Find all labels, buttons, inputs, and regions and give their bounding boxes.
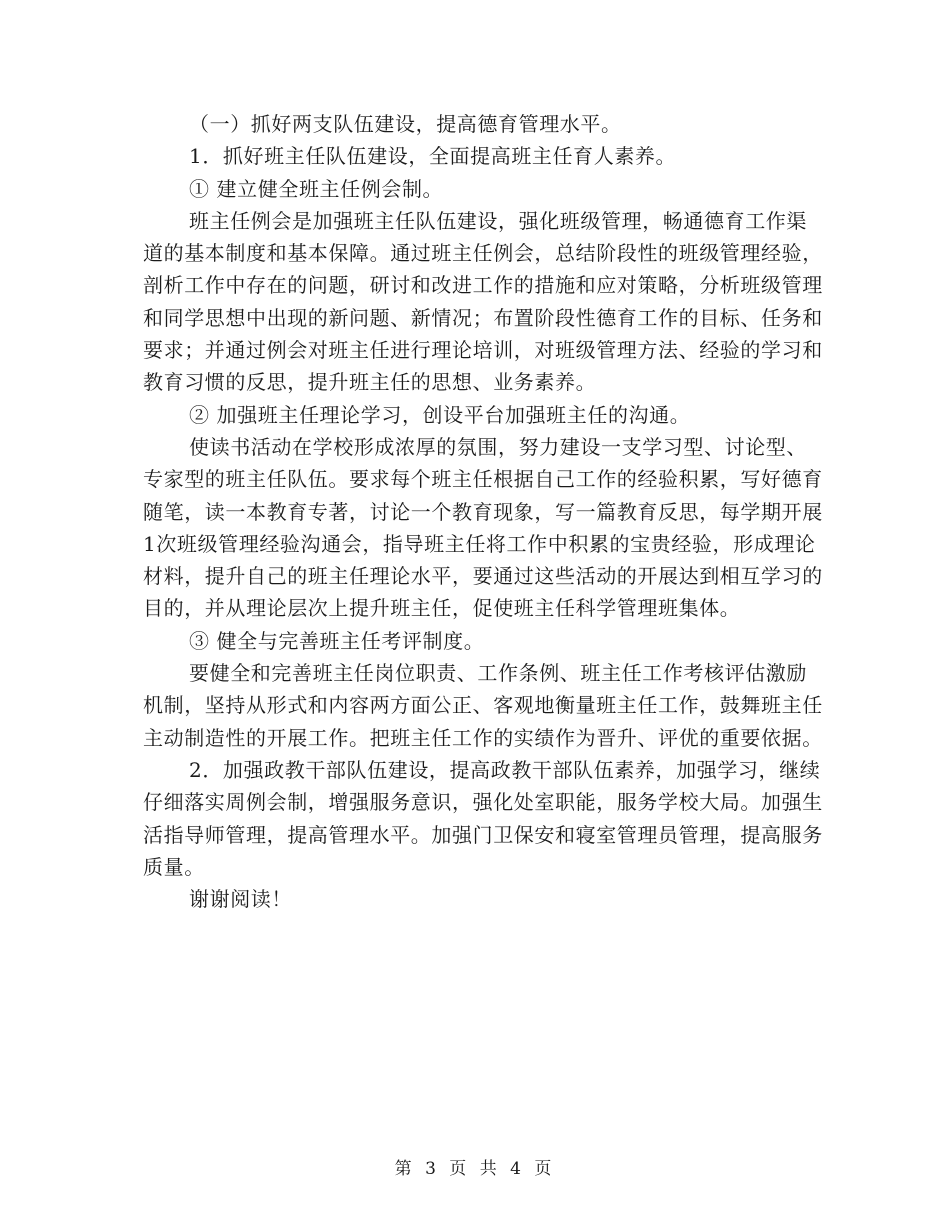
subsection-heading-1: 1．抓好班主任队伍建设，全面提高班主任育人素养。 (189, 144, 677, 169)
item-heading-2: ② 加强班主任理论学习，创设平台加强班主任的沟通。 (189, 402, 691, 427)
page-footer: 第 3 页 共 4 页 (394, 1159, 556, 1179)
item-heading-1: ① 建立健全班主任例会制。 (189, 176, 444, 201)
item-heading-3: ③ 健全与完善班主任考评制度。 (189, 628, 485, 653)
body-paragraph-2: 使读书活动在学校形成浓厚的氛围，努力建设一支学习型、讨论型、专家型的班主任队伍。要求每个班主任根据自己工作的经验积累，写好德育随笔，读一本教育专著，讨论一个教育现象，写一篇教育反思，每学期开展1次班级管理经验沟通会，指导班主任将工作中积累的宝贵经验，形成理论材料，提升自己的班主任理论水平，要通过这些活动的开展达到相互学习的目的，并从理论层次上提升班主任，促使班主任科学管理班集体。 (143, 434, 823, 621)
subsection-paragraph-2: 2．加强政教干部队伍建设，提高政教干部队伍素养，加强学习，继续仔细落实周例会制，增强服务意识，强化处室职能，服务学校大局。加强生活指导师管理，提高管理水平。加强门卫保安和寝室管理员管理，提高服务质量。 (143, 757, 823, 879)
body-paragraph-1: 班主任例会是加强班主任队伍建设，强化班级管理，畅通德育工作渠道的基本制度和基本保障。通过班主任例会，总结阶段性的班级管理经验，剖析工作中存在的问题，研讨和改进工作的措施和应对策略，分析班级管理和同学思想中出现的新问题、新情况；布置阶段性德育工作的目标、任务和要求；并通过例会对班主任进行理论培训，对班级管理方法、经验的学习和教育习惯的反思，提升班主任的思想、业务素养。 (143, 208, 823, 395)
closing-line: 谢谢阅读！ (189, 887, 292, 912)
body-paragraph-3: 要健全和完善班主任岗位职责、工作条例、班主任工作考核评估激励机制，坚持从形式和内容两方面公正、客观地衡量班主任工作，鼓舞班主任主动制造性的开展工作。把班主任工作的实绩作为晋升、评优的重要依据。 (143, 661, 823, 750)
section-heading: （一）抓好两支队伍建设，提高德育管理水平。 (189, 112, 622, 136)
document-body (143, 108, 823, 915)
